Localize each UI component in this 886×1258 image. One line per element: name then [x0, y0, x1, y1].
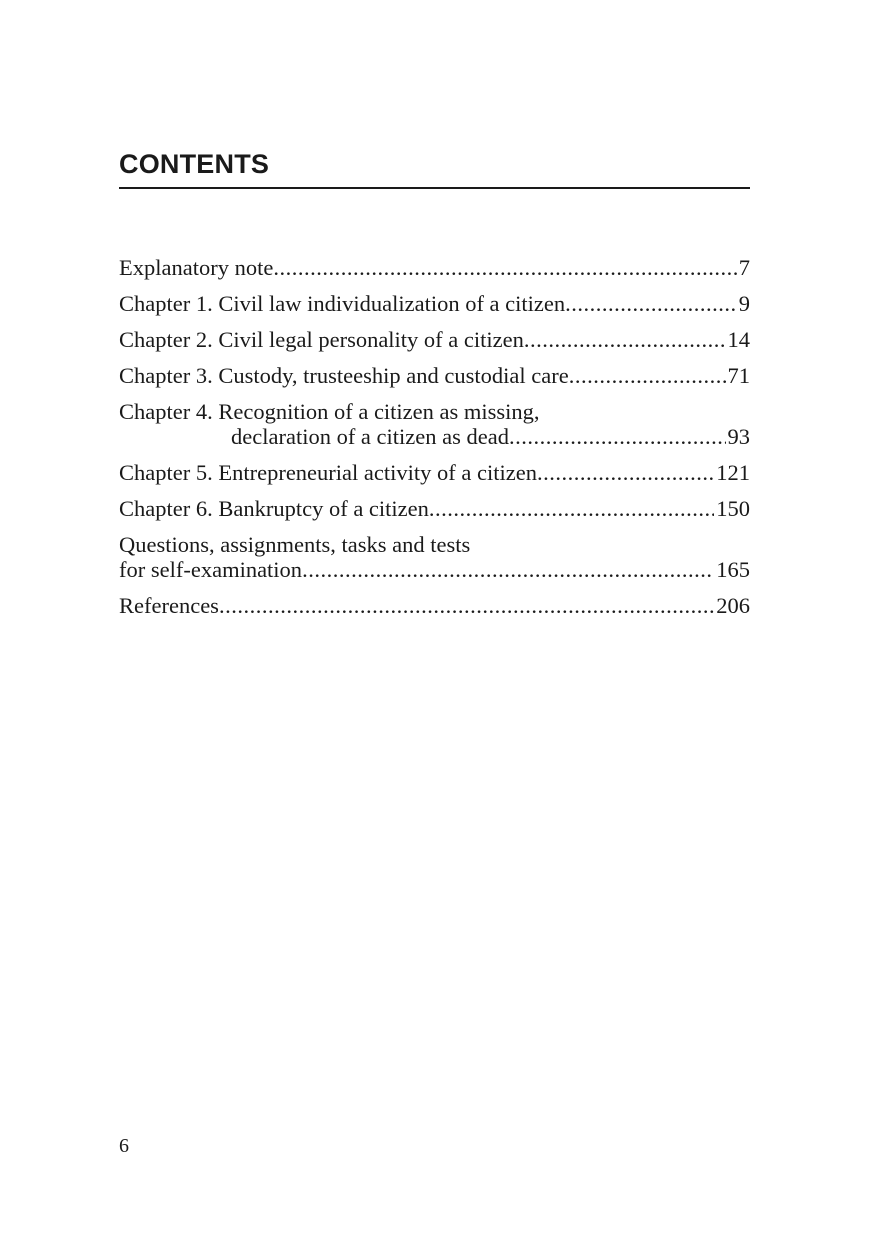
toc-entry-title: Chapter 6. Bankruptcy of a citizen — [119, 496, 429, 521]
toc-entry-chapter-6[interactable] — [119, 496, 750, 521]
dot-leader — [565, 291, 737, 316]
toc-entry-page: 165 — [716, 557, 750, 582]
dot-leader — [429, 496, 714, 521]
toc-entry-page: 71 — [727, 363, 750, 388]
toc-entry-page: 7 — [738, 255, 750, 280]
dot-leader — [219, 593, 714, 618]
dot-leader — [302, 557, 714, 582]
page-title: CONTENTS — [119, 149, 270, 179]
toc-entry-chapter-4[interactable] — [119, 399, 750, 449]
toc-entry-chapter-2[interactable] — [119, 327, 750, 352]
toc-entry-title: Chapter 2. Civil legal personality of a citizen — [119, 327, 524, 352]
dot-leader — [273, 255, 736, 280]
toc-entry-page: 93 — [727, 424, 750, 449]
toc-entry-page: 14 — [727, 327, 750, 352]
toc-entry-title-line-2: for self-examination — [119, 557, 303, 582]
dot-leader — [524, 327, 726, 352]
toc-entry-page: 121 — [716, 460, 750, 485]
toc-entry-page: 9 — [738, 291, 750, 316]
dot-leader — [569, 363, 726, 388]
toc-entry-chapter-1[interactable] — [119, 291, 750, 316]
toc-entry-title: Chapter 3. Custody, trusteeship and custodial care — [119, 363, 569, 388]
heading-rule — [119, 187, 750, 189]
toc-entry-title-line-1: Chapter 4. Recognition of a citizen as missing, — [119, 399, 540, 424]
toc-entry-chapter-5[interactable] — [119, 460, 750, 485]
table-of-contents — [119, 255, 750, 618]
toc-entry-explanatory-note[interactable] — [119, 255, 750, 280]
toc-entry-title-line-1: Questions, assignments, tasks and tests — [119, 532, 471, 557]
toc-entry-page: 150 — [716, 496, 750, 521]
toc-entry-chapter-3[interactable] — [119, 363, 750, 388]
page-number: 6 — [119, 1135, 129, 1157]
toc-entry-title: Explanatory note — [119, 255, 274, 280]
toc-entry-references[interactable] — [119, 593, 750, 618]
toc-entry-title: Chapter 1. Civil law individualization of a citizen — [119, 291, 566, 316]
toc-entry-title: Chapter 5. Entrepreneurial activity of a citizen — [119, 460, 537, 485]
toc-entry-questions[interactable] — [119, 532, 750, 582]
toc-entry-title: References — [119, 593, 219, 618]
toc-entry-page: 206 — [716, 593, 750, 618]
dot-leader — [537, 460, 714, 485]
toc-entry-title-line-2: declaration of a citizen as dead — [231, 424, 509, 449]
dot-leader — [509, 424, 726, 449]
